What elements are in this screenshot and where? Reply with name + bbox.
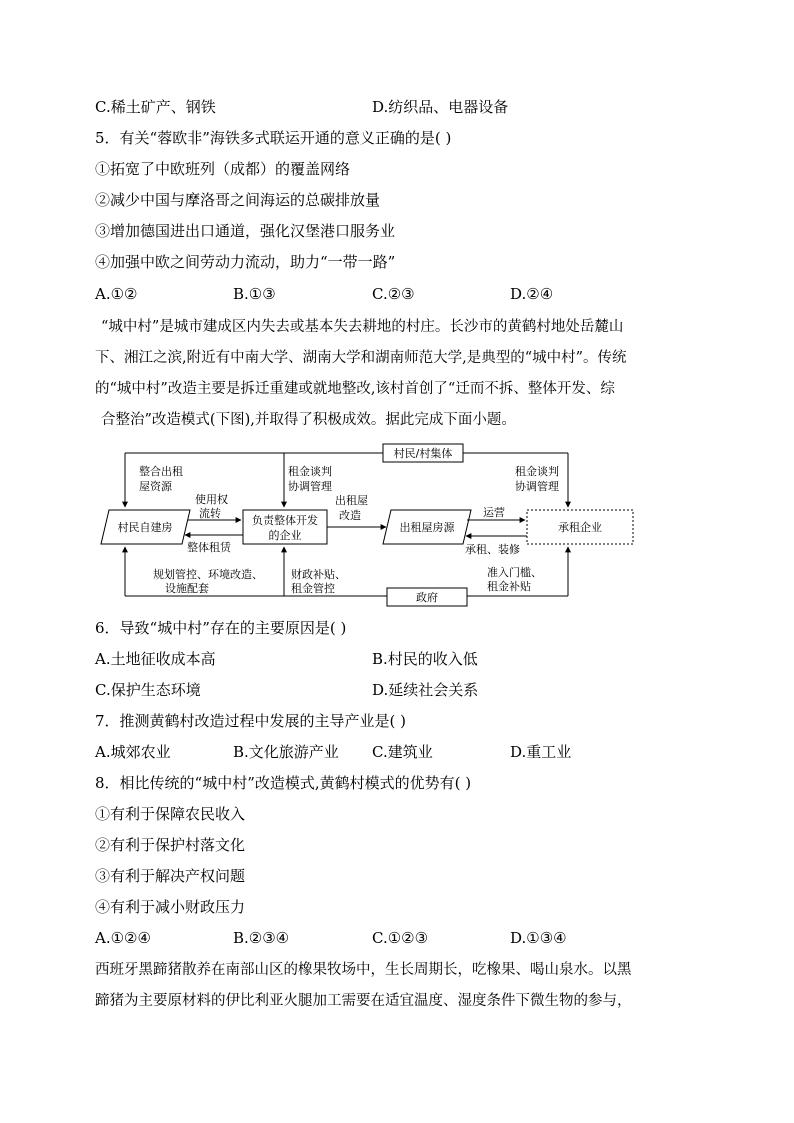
q5-item-2: ②减少中国与摩洛哥之间海运的总碳排放量 [95, 191, 381, 209]
label-operate: 运营 [483, 506, 505, 519]
q7-option-a: A.城郊农业 [95, 743, 171, 761]
label-rent-nego-1: 租金谈判 [288, 465, 332, 478]
passage1-line-2: 下、湘江之滨,附近有中南大学、湖南大学和湖南师范大学,是典型的“城中村”。传统 [95, 350, 627, 366]
node-villagers: 村民/村集体 [393, 447, 453, 460]
node-self-built: 村民自建房 [117, 521, 173, 534]
q7-option-c: C.建筑业 [372, 743, 433, 761]
option-d-prev: D.纺织品、电器设备 [372, 98, 509, 116]
node-rental-source: 出租屋房源 [399, 521, 455, 534]
q5-item-1: ①拓宽了中欧班列（成都）的覆盖网络 [95, 160, 351, 178]
q5-item-4: ④加强中欧之间劳动力流动，助力“一带一路” [95, 253, 396, 271]
q8-option-c: C.①②③ [372, 929, 429, 947]
q8-item-1: ①有利于保障农民收入 [95, 805, 246, 823]
q5-stem: 5．有关“蓉欧非”海铁多式联运开通的意义正确的是( ) [95, 129, 452, 147]
q5-option-c: C.②③ [372, 285, 415, 303]
q8-item-4: ④有利于减小财政压力 [95, 898, 246, 916]
q7-stem: 7．推测黄鹤村改造过程中发展的主导产业是( ) [95, 712, 407, 730]
node-lessee: 承租企业 [558, 521, 602, 534]
q6-stem: 6．导致“城中村”存在的主要原因是( ) [95, 619, 347, 637]
label-rent-nego2-1: 租金谈判 [515, 465, 559, 478]
q7-option-d: D.重工业 [510, 743, 572, 761]
label-rent-nego-2: 协调管理 [288, 480, 332, 493]
q8-option-a: A.①②④ [95, 929, 151, 947]
label-access-2: 租金补贴 [487, 580, 531, 593]
passage1-line-3: 的“城中村”改造主要是拆迁重建或就地整改,该村首创了“迁而不拆、整体开发、综 [95, 381, 615, 397]
label-subsidy-1: 财政补贴、 [291, 568, 346, 581]
label-whole-rent: 整体租赁 [187, 541, 231, 554]
flow-diagram [95, 440, 695, 610]
passage1-line-4: 合整治”改造模式(下图),并取得了积极成效。据此完成下面小题。 [101, 412, 516, 428]
label-subsidy-2: 租金管控 [291, 582, 335, 595]
passage2-line-1: 西班牙黑蹄猪散养在南部山区的橡果牧场中，生长周期长，吃橡果、喝山泉水。以黑 [95, 962, 632, 978]
q6-option-d: D.延续社会关系 [372, 681, 479, 699]
option-c-prev: C.稀土矿产、钢铁 [95, 98, 216, 116]
label-integrate-2: 屋资源 [139, 480, 172, 493]
node-developer-2: 的企业 [268, 529, 302, 542]
q8-stem: 8．相比传统的“城中村”改造模式,黄鹤村模式的优势有( ) [95, 774, 472, 792]
passage2-line-2: 蹄猪为主要原材料的伊比利亚火腿加工需要在适宜温度、湿度条件下微生物的参与， [95, 993, 632, 1009]
q8-option-d: D.①③④ [510, 929, 567, 947]
q8-option-b: B.②③④ [233, 929, 290, 947]
q5-option-d: D.②④ [510, 285, 554, 303]
q6-option-b: B.村民的收入低 [372, 650, 478, 668]
q5-option-a: A.①② [95, 285, 138, 303]
label-access-1: 准入门槛、 [487, 566, 542, 579]
q8-item-2: ②有利于保护村落文化 [95, 836, 246, 854]
q6-option-a: A.土地征收成本高 [95, 650, 216, 668]
label-rent-decor: 承租、装修 [465, 543, 520, 556]
label-lease-out-2: 改造 [339, 509, 361, 522]
label-lease-out-1: 出租屋 [335, 494, 368, 507]
label-planning-1: 规划管控、环境改造、 [153, 568, 263, 581]
node-government: 政府 [416, 591, 438, 604]
passage1-line-1: “城中村”是城市建成区内失去或基本失去耕地的村庄。长沙市的黄鹤村地处岳麓山 [101, 319, 624, 335]
label-integrate-1: 整合出租 [139, 465, 183, 478]
label-planning-2: 设施配套 [165, 582, 209, 595]
q7-option-b: B.文化旅游产业 [233, 743, 339, 761]
q8-item-3: ③有利于解决产权问题 [95, 867, 246, 885]
q6-option-c: C.保护生态环境 [95, 681, 201, 699]
label-use-right-1: 使用权 [195, 493, 228, 506]
label-rent-nego2-2: 协调管理 [515, 480, 559, 493]
q5-item-3: ③增加德国进出口通道，强化汉堡港口服务业 [95, 222, 396, 240]
label-use-right-2: 流转 [199, 507, 221, 520]
node-developer-1: 负责整体开发 [252, 514, 318, 527]
q5-option-b: B.①③ [233, 285, 276, 303]
